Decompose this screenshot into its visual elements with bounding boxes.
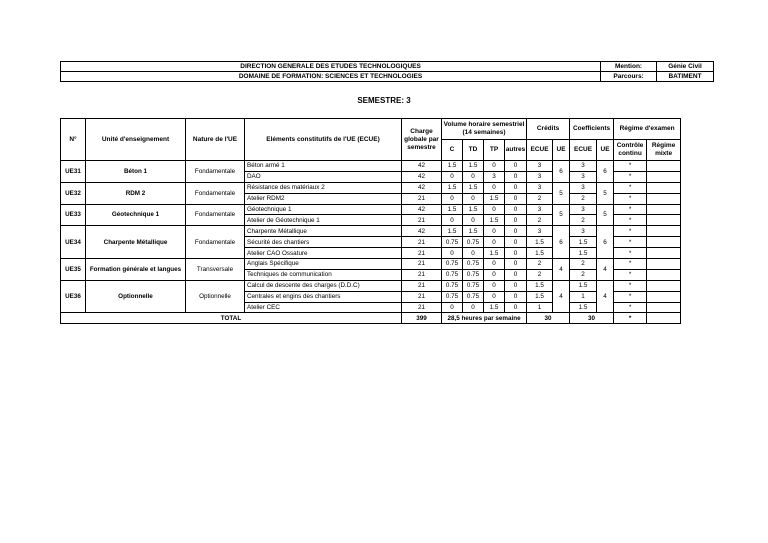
ecue-charge: 21 <box>402 302 442 313</box>
parcours-value: BATIMENT <box>657 72 714 82</box>
col-charge: Charge globale par semestre <box>402 119 442 161</box>
ecue-name: Atelier CEC <box>245 302 402 313</box>
col-unit: Unité d'enseignement <box>86 119 186 161</box>
header-row <box>61 72 714 82</box>
ecue-name: Charpente Métallique <box>245 226 402 237</box>
unit-code: UE32 <box>61 182 86 204</box>
ecue-charge: 42 <box>402 226 442 237</box>
ecue-charge: 42 <box>402 204 442 215</box>
ecue-autres: 0 <box>505 171 527 182</box>
ecue-mixte <box>647 237 681 248</box>
ecue-c: 0.75 <box>442 259 463 270</box>
ecue-autres: 0 <box>505 237 527 248</box>
ecue-autres: 0 <box>505 193 527 204</box>
ecue-td: 0.75 <box>463 237 484 248</box>
unit-credits: 5 <box>553 182 570 204</box>
header-table <box>60 61 714 82</box>
curriculum-table <box>60 118 715 324</box>
ecue-coef: 2 <box>570 215 597 226</box>
unit-name: RDM 2 <box>86 182 186 204</box>
ecue-row <box>61 161 715 172</box>
ecue-mixte <box>647 280 681 291</box>
ecue-charge: 21 <box>402 193 442 204</box>
ecue-mixte <box>647 302 681 313</box>
unit-coef: 6 <box>597 161 614 183</box>
header-row <box>61 62 714 72</box>
col-coef-ecue: ECUE <box>570 140 597 161</box>
unit-name: Formation générale et langues <box>86 259 186 281</box>
ecue-coef: 3 <box>570 226 597 237</box>
ecue-credit: 3 <box>527 204 553 215</box>
ecue-coef: 3 <box>570 204 597 215</box>
header-subtitle: DOMAINE DE FORMATION: SCIENCES ET TECHNOLOGIES <box>61 72 601 82</box>
ecue-name: Centrales et engins des chantiers <box>245 291 402 302</box>
ecue-coef: 1.5 <box>570 248 597 259</box>
col-c: C <box>442 140 463 161</box>
col-nature: Nature de l'UE <box>186 119 245 161</box>
unit-nature: Fondamentale <box>186 182 245 204</box>
ecue-c: 0.75 <box>442 237 463 248</box>
col-coefficients: Coefficients <box>570 119 614 140</box>
ecue-tp: 0 <box>484 237 505 248</box>
ecue-c: 1.5 <box>442 226 463 237</box>
ecue-mixte <box>647 259 681 270</box>
ecue-charge: 42 <box>402 161 442 172</box>
ecue-td: 1.5 <box>463 226 484 237</box>
ecue-name: Atelier RDM2 <box>245 193 402 204</box>
ecue-name: Atelier CAO Ossature <box>245 248 402 259</box>
ecue-mixte <box>647 182 681 193</box>
ecue-name: Sécurité des chantiers <box>245 237 402 248</box>
ecue-credit: 1.5 <box>527 237 553 248</box>
unit-name: Béton 1 <box>86 161 186 183</box>
ecue-td: 0.75 <box>463 259 484 270</box>
ecue-c: 0.75 <box>442 280 463 291</box>
ecue-coef: 3 <box>570 182 597 193</box>
ecue-autres: 0 <box>505 269 527 280</box>
unit-nature: Optionnelle <box>186 280 245 313</box>
ecue-autres: 0 <box>505 161 527 172</box>
ecue-autres: 0 <box>505 302 527 313</box>
ecue-credit: 2 <box>527 193 553 204</box>
ecue-tp: 0 <box>484 161 505 172</box>
total-row <box>61 313 715 324</box>
ecue-controle: * <box>614 259 647 270</box>
ecue-c: 1.5 <box>442 161 463 172</box>
ecue-coef: 2 <box>570 269 597 280</box>
ecue-mixte <box>647 204 681 215</box>
ecue-td: 0 <box>463 248 484 259</box>
ecue-autres: 0 <box>505 291 527 302</box>
ecue-tp: 1.5 <box>484 248 505 259</box>
ecue-mixte <box>647 161 681 172</box>
ecue-name: Géotechnique 1 <box>245 204 402 215</box>
ecue-controle: * <box>614 193 647 204</box>
total-label: TOTAL <box>61 313 402 324</box>
ecue-credit: 2 <box>527 269 553 280</box>
ecue-credit: 1 <box>527 302 553 313</box>
ecue-tp: 0 <box>484 182 505 193</box>
ecue-td: 1.5 <box>463 204 484 215</box>
ecue-coef: 2 <box>570 259 597 270</box>
ecue-credit: 1.5 <box>527 280 553 291</box>
ecue-mixte <box>647 291 681 302</box>
unit-coef: 5 <box>597 204 614 226</box>
ecue-c: 0 <box>442 171 463 182</box>
ecue-autres: 0 <box>505 182 527 193</box>
ecue-coef: 1.5 <box>570 302 597 313</box>
ecue-controle: * <box>614 215 647 226</box>
ecue-td: 1.5 <box>463 182 484 193</box>
ecue-c: 0 <box>442 302 463 313</box>
ecue-row <box>61 280 715 291</box>
ecue-row <box>61 226 715 237</box>
col-elements: Eléments constitutifs de l'UE (ECUE) <box>245 119 402 161</box>
ecue-autres: 0 <box>505 204 527 215</box>
ecue-mixte <box>647 269 681 280</box>
ecue-controle: * <box>614 248 647 259</box>
ecue-mixte <box>647 193 681 204</box>
ecue-mixte <box>647 248 681 259</box>
ecue-tp: 0 <box>484 259 505 270</box>
ecue-name: Calcul de descente des charges (D.D.C) <box>245 280 402 291</box>
ecue-charge: 21 <box>402 280 442 291</box>
ecue-autres: 0 <box>505 226 527 237</box>
col-mixte: Régime mixte <box>647 140 681 161</box>
unit-code: UE34 <box>61 226 86 259</box>
ecue-coef: 2 <box>570 193 597 204</box>
ecue-autres: 0 <box>505 259 527 270</box>
unit-credits: 5 <box>553 204 570 226</box>
total-hours: 28,5 heures par semaine <box>442 313 527 324</box>
ecue-tp: 3 <box>484 171 505 182</box>
ecue-td: 0.75 <box>463 280 484 291</box>
ecue-controle: * <box>614 161 647 172</box>
unit-nature: Fondamentale <box>186 204 245 226</box>
ecue-tp: 0 <box>484 204 505 215</box>
ecue-td: 0 <box>463 302 484 313</box>
ecue-row <box>61 204 715 215</box>
ecue-charge: 21 <box>402 291 442 302</box>
ecue-charge: 42 <box>402 182 442 193</box>
col-tp: TP <box>484 140 505 161</box>
total-mixte <box>647 313 681 324</box>
unit-code: UE31 <box>61 161 86 183</box>
header-title: DIRECTION GENERALE DES ETUDES TECHNOLOGIQUES <box>61 62 601 72</box>
unit-credits: 6 <box>553 226 570 259</box>
unit-credits: 4 <box>553 259 570 281</box>
col-controle: Contrôle continu <box>614 140 647 161</box>
ecue-credit: 3 <box>527 171 553 182</box>
ecue-c: 0.75 <box>442 291 463 302</box>
ecue-c: 0.75 <box>442 269 463 280</box>
ecue-charge: 21 <box>402 269 442 280</box>
ecue-td: 0.75 <box>463 291 484 302</box>
ecue-td: 0 <box>463 215 484 226</box>
curriculum-body <box>61 161 715 313</box>
total-charge: 399 <box>402 313 442 324</box>
ecue-charge: 21 <box>402 215 442 226</box>
ecue-credit: 3 <box>527 226 553 237</box>
ecue-td: 0.75 <box>463 269 484 280</box>
ecue-coef: 1.5 <box>570 280 597 291</box>
ecue-tp: 0 <box>484 269 505 280</box>
ecue-credit: 2 <box>527 215 553 226</box>
col-num: N° <box>61 119 86 161</box>
ecue-mixte <box>647 171 681 182</box>
ecue-tp: 1.5 <box>484 193 505 204</box>
ecue-tp: 0 <box>484 280 505 291</box>
col-regime: Régime d'examen <box>614 119 681 140</box>
ecue-charge: 21 <box>402 259 442 270</box>
ecue-c: 0 <box>442 193 463 204</box>
col-autres: autres <box>505 140 527 161</box>
ecue-autres: 0 <box>505 280 527 291</box>
unit-nature: Fondamentale <box>186 226 245 259</box>
ecue-mixte <box>647 215 681 226</box>
unit-coef: 5 <box>597 182 614 204</box>
ecue-c: 1.5 <box>442 182 463 193</box>
unit-credits: 4 <box>553 280 570 313</box>
ecue-name: Atelier de Géotechnique 1 <box>245 215 402 226</box>
col-credits: Crédits <box>527 119 570 140</box>
ecue-autres: 0 <box>505 215 527 226</box>
col-coef-ue: UE <box>597 140 614 161</box>
ecue-controle: * <box>614 182 647 193</box>
ecue-td: 0 <box>463 193 484 204</box>
parcours-label: Parcours: <box>601 72 657 82</box>
unit-coef: 4 <box>597 259 614 281</box>
unit-coef: 4 <box>597 280 614 313</box>
ecue-controle: * <box>614 171 647 182</box>
ecue-coef: 3 <box>570 161 597 172</box>
ecue-name: DAO <box>245 171 402 182</box>
total-credits: 30 <box>527 313 570 324</box>
unit-code: UE36 <box>61 280 86 313</box>
ecue-credit: 1.5 <box>527 291 553 302</box>
ecue-td: 1.5 <box>463 161 484 172</box>
ecue-row <box>61 259 715 270</box>
ecue-coef: 1 <box>570 291 597 302</box>
ecue-controle: * <box>614 280 647 291</box>
unit-credits: 6 <box>553 161 570 183</box>
mention-value: Génie Civil <box>657 62 714 72</box>
unit-name: Optionnelle <box>86 280 186 313</box>
ecue-credit: 3 <box>527 161 553 172</box>
ecue-td: 0 <box>463 171 484 182</box>
total-cc: * <box>614 313 647 324</box>
unit-name: Géotechnique 1 <box>86 204 186 226</box>
ecue-row <box>61 182 715 193</box>
col-credit-ecue: ECUE <box>527 140 553 161</box>
unit-coef: 6 <box>597 226 614 259</box>
unit-code: UE33 <box>61 204 86 226</box>
mention-label: Mention: <box>601 62 657 72</box>
ecue-coef: 1.5 <box>570 237 597 248</box>
ecue-credit: 3 <box>527 182 553 193</box>
ecue-name: Anglais Spécifique <box>245 259 402 270</box>
ecue-controle: * <box>614 291 647 302</box>
ecue-charge: 21 <box>402 237 442 248</box>
unit-code: UE35 <box>61 259 86 281</box>
ecue-name: Béton armé 1 <box>245 161 402 172</box>
ecue-controle: * <box>614 237 647 248</box>
ecue-tp: 1.5 <box>484 215 505 226</box>
ecue-controle: * <box>614 226 647 237</box>
unit-name: Charpente Métallique <box>86 226 186 259</box>
ecue-charge: 42 <box>402 171 442 182</box>
unit-nature: Fondamentale <box>186 161 245 183</box>
semester-title: SEMESTRE: 3 <box>357 96 411 105</box>
total-coef: 30 <box>570 313 614 324</box>
ecue-tp: 1.5 <box>484 302 505 313</box>
ecue-tp: 0 <box>484 226 505 237</box>
ecue-credit: 1.5 <box>527 248 553 259</box>
ecue-name: Résistance des matériaux 2 <box>245 182 402 193</box>
ecue-coef: 3 <box>570 171 597 182</box>
ecue-controle: * <box>614 302 647 313</box>
ecue-c: 0 <box>442 248 463 259</box>
ecue-autres: 0 <box>505 248 527 259</box>
ecue-mixte <box>647 226 681 237</box>
col-volume: Volume horaire semestriel (14 semaines) <box>442 119 527 140</box>
col-credit-ue: UE <box>553 140 570 161</box>
ecue-credit: 2 <box>527 259 553 270</box>
ecue-c: 0 <box>442 215 463 226</box>
ecue-tp: 0 <box>484 291 505 302</box>
ecue-c: 1.5 <box>442 204 463 215</box>
ecue-controle: * <box>614 269 647 280</box>
ecue-controle: * <box>614 204 647 215</box>
ecue-charge: 21 <box>402 248 442 259</box>
ecue-name: Techniques de communication <box>245 269 402 280</box>
unit-nature: Transversale <box>186 259 245 281</box>
col-td: TD <box>463 140 484 161</box>
